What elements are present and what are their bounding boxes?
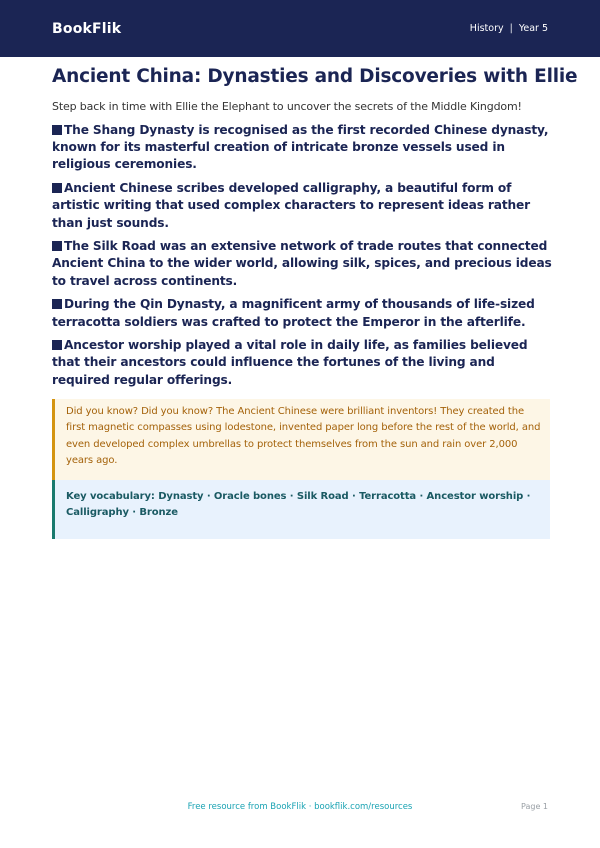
fact-text: During the Qin Dynasty, a magnificent army of thousands of life-sized terracotta soldiers was crafted to protect the Emperor in the afterlife.	[52, 297, 535, 329]
fact-item	[52, 238, 552, 290]
fact-item	[52, 296, 552, 330]
header-meta	[470, 23, 548, 34]
square-bullet-icon	[52, 125, 62, 135]
key-vocabulary-box: Key vocabulary: Dynasty · Oracle bones · Silk Road · Terracotta · Ancestor worship · Calligraphy · Bronze	[52, 480, 550, 539]
fact-text: The Shang Dynasty is recognised as the first recorded Chinese dynasty, known for its masterful creation of intricate bronze vessels used in religious ceremonies.	[52, 123, 549, 172]
did-you-know-callout: Did you know? Did you know? The Ancient Chinese were brilliant inventors! They created the first magnetic compasses using lodestone, invented paper long before the rest of the world, and even developed complex umbrellas to protect themselves from the sun and rain over 2,000 years ago.	[52, 399, 550, 480]
year-label: Year 5	[518, 23, 548, 34]
page-title: Ancient China: Dynasties and Discoveries with Ellie	[52, 66, 578, 87]
footer-source[interactable]: Free resource from BookFlik · bookflik.com/resources	[187, 802, 413, 812]
fact-text: Ancestor worship played a vital role in daily life, as families believed that their ancestors could influence the fortunes of the living and required regular offerings.	[52, 338, 528, 387]
fact-text: The Silk Road was an extensive network of trade routes that connected Ancient China to the wider world, allowing silk, spices, and precious ideas to travel across continents.	[52, 239, 552, 288]
brand-logo[interactable]: BookFlik	[52, 20, 122, 37]
main-content	[52, 64, 578, 539]
fact-list	[52, 122, 552, 389]
square-bullet-icon	[52, 241, 62, 251]
square-bullet-icon	[52, 340, 62, 350]
fact-item	[52, 180, 552, 232]
page-header	[0, 0, 600, 57]
subject-label: History	[469, 23, 504, 34]
page-number: Page 1	[521, 802, 548, 811]
square-bullet-icon	[52, 183, 62, 193]
fact-item	[52, 122, 552, 174]
square-bullet-icon	[52, 299, 62, 309]
fact-item	[52, 337, 552, 389]
intro-text: Step back in time with Ellie the Elephant to uncover the secrets of the Middle Kingdom!	[52, 100, 522, 113]
fact-text: Ancient Chinese scribes developed calligraphy, a beautiful form of artistic writing that used complex characters to represent ideas rather than just sounds.	[52, 181, 531, 230]
meta-separator: |	[509, 23, 513, 34]
